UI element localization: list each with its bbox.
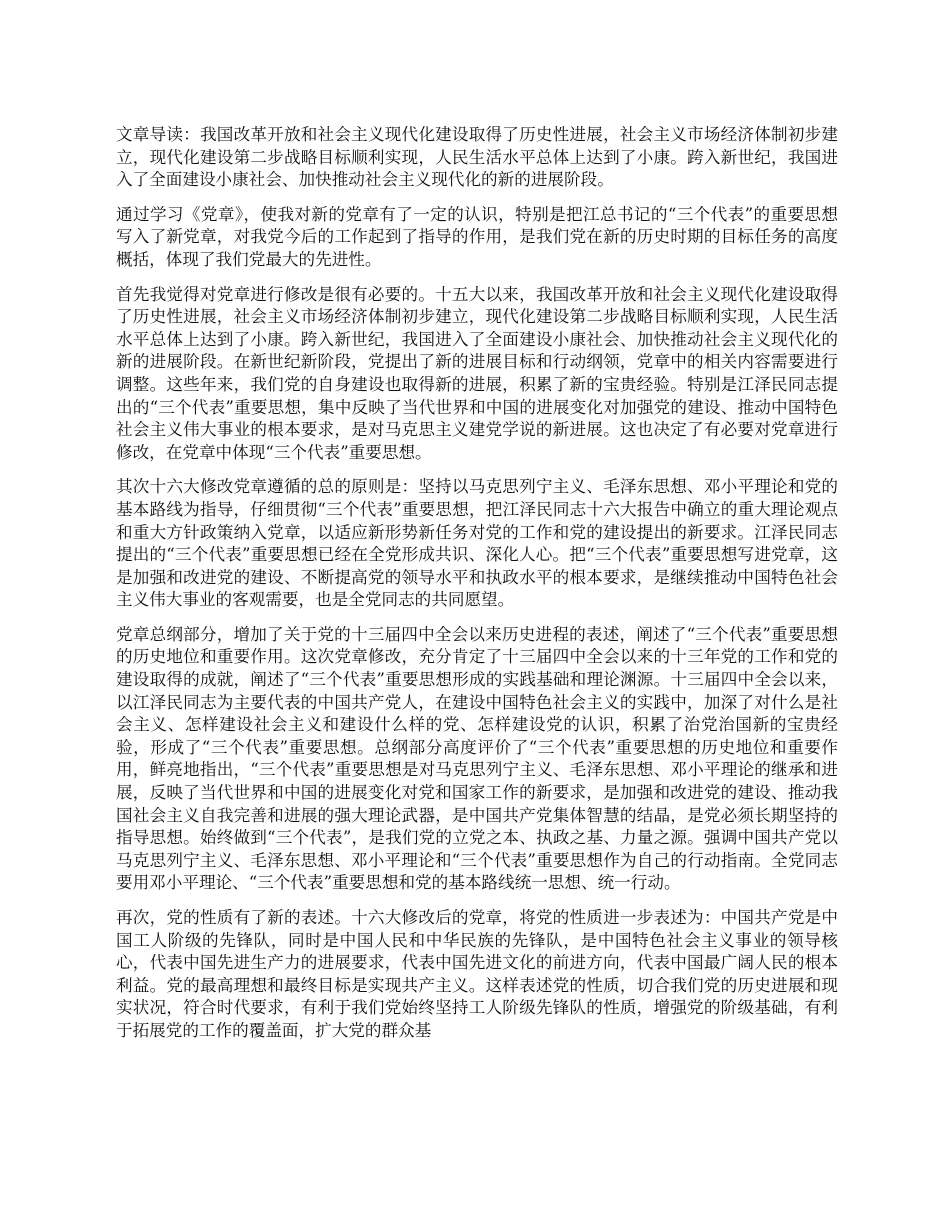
paragraph-second: 其次十六大修改党章遵循的总的原则是：坚持以马克思列宁主义、毛泽东思想、邓小平理论和党的基本路线为指导，仔细贯彻“三个代表”重要思想，把江泽民同志十六大报告中确立的重大理论观点和重大方针政策纳入党章，以适应新形势新任务对党的工作和党的建设提出的新要求。江泽民同志提出的“三个代表”重要思想已经在全党形成共识、深化人心。把“三个代表”重要思想写进党章，这是加强和改进党的建设、不断提高党的领导水平和执政水平的根本要求，是继续推动中国特色社会主义伟大事业的客观需要，也是全党同志的共同愿望。 xyxy=(116,477,838,610)
paragraph-first: 首先我觉得对党章进行修改是很有必要的。十五大以来，我国改革开放和社会主义现代化建设取得了历史性进展，社会主义市场经济体制初步建立，现代化建设第二步战略目标顺利实现，人民生活水平总体上达到了小康。跨入新世纪，我国进入了全面建设小康社会、加快推动社会主义现代化的新的进展阶段。在新世纪新阶段，党提出了新的进展目标和行动纲领，党章中的相关内容需要进行调整。这些年来，我们党的自身建设也取得新的进展，积累了新的宝贵经验。特别是江泽民同志提出的“三个代表”重要思想，集中反映了当代世界和中国的进展变化对加强党的建设、推动中国特色社会主义伟大事业的根本要求，是对马克思主义建党学说的新进展。这也决定了有必要对党章进行修改，在党章中体现“三个代表”重要思想。 xyxy=(116,284,838,462)
document-body xyxy=(116,124,838,1055)
paragraph-study: 通过学习《党章》，使我对新的党章有了一定的认识，特别是把江总书记的“三个代表”的重要思想写入了新党章，对我党今后的工作起到了指导的作用，是我们党在新的历史时期的目标任务的高度概括，体现了我们党最大的先进性。 xyxy=(116,204,838,269)
paragraph-intro: 文章导读：我国改革开放和社会主义现代化建设取得了历史性进展，社会主义市场经济体制初步建立，现代化建设第二步战略目标顺利实现，人民生活水平总体上达到了小康。跨入新世纪，我国进入了全面建设小康社会、加快推动社会主义现代化的新的进展阶段。 xyxy=(116,125,838,190)
paragraph-party-nature: 再次，党的性质有了新的表述。十六大修改后的党章，将党的性质进一步表述为：中国共产党是中国工人阶级的先锋队，同时是中国人民和中华民族的先锋队，是中国特色社会主义事业的领导核心，代表中国先进生产力的进展要求，代表中国先进文化的前进方向，代表中国最广阔人民的根本利益。党的最高理想和最终目标是实现共产主义。这样表述党的性质，切合我们党的历史进展和现实状况，符合时代要求，有利于我们党始终坚持工人阶级先锋队的性质，增强党的阶级基础，有利于拓展党的工作的覆盖面，扩大党的群众基 xyxy=(116,908,838,1040)
paragraph-general-program: 党章总纲部分，增加了关于党的十三届四中全会以来历史进程的表述，阐述了“三个代表”重要思想的历史地位和重要作用。这次党章修改，充分肯定了十三届四中全会以来的十三年党的工作和党的建设取得的成就，阐述了“三个代表”重要思想形成的实践基础和理论渊源。十三届四中全会以来，以江泽民同志为主要代表的中国共产党人，在建设中国特色社会主义的实践中，加深了对什么是社会主义、怎样建设社会主义和建设什么样的党、怎样建设党的认识，积累了治党治国新的宝贵经验，形成了“三个代表”重要思想。总纲部分高度评价了“三个代表”重要思想的历史地位和重要作用，鲜亮地指出，“三个代表”重要思想是对马克思列宁主义、毛泽东思想、邓小平理论的继承和进展，反映了当代世界和中国的进展变化对党和国家工作的新要求，是加强和改进党的建设、推动我国社会主义自我完善和进展的强大理论武器，是中国共产党集体智慧的结晶，是党必须长期坚持的指导思想。始终做到“三个代表”，是我们党的立党之本、执政之基、力量之源。强调中国共产党以马克思列宁主义、毛泽东思想、邓小平理论和“三个代表”重要思想作为自己的行动指南。全党同志要用邓小平理论、“三个代表”重要思想和党的基本路线统一思想、统一行动。 xyxy=(116,624,838,893)
